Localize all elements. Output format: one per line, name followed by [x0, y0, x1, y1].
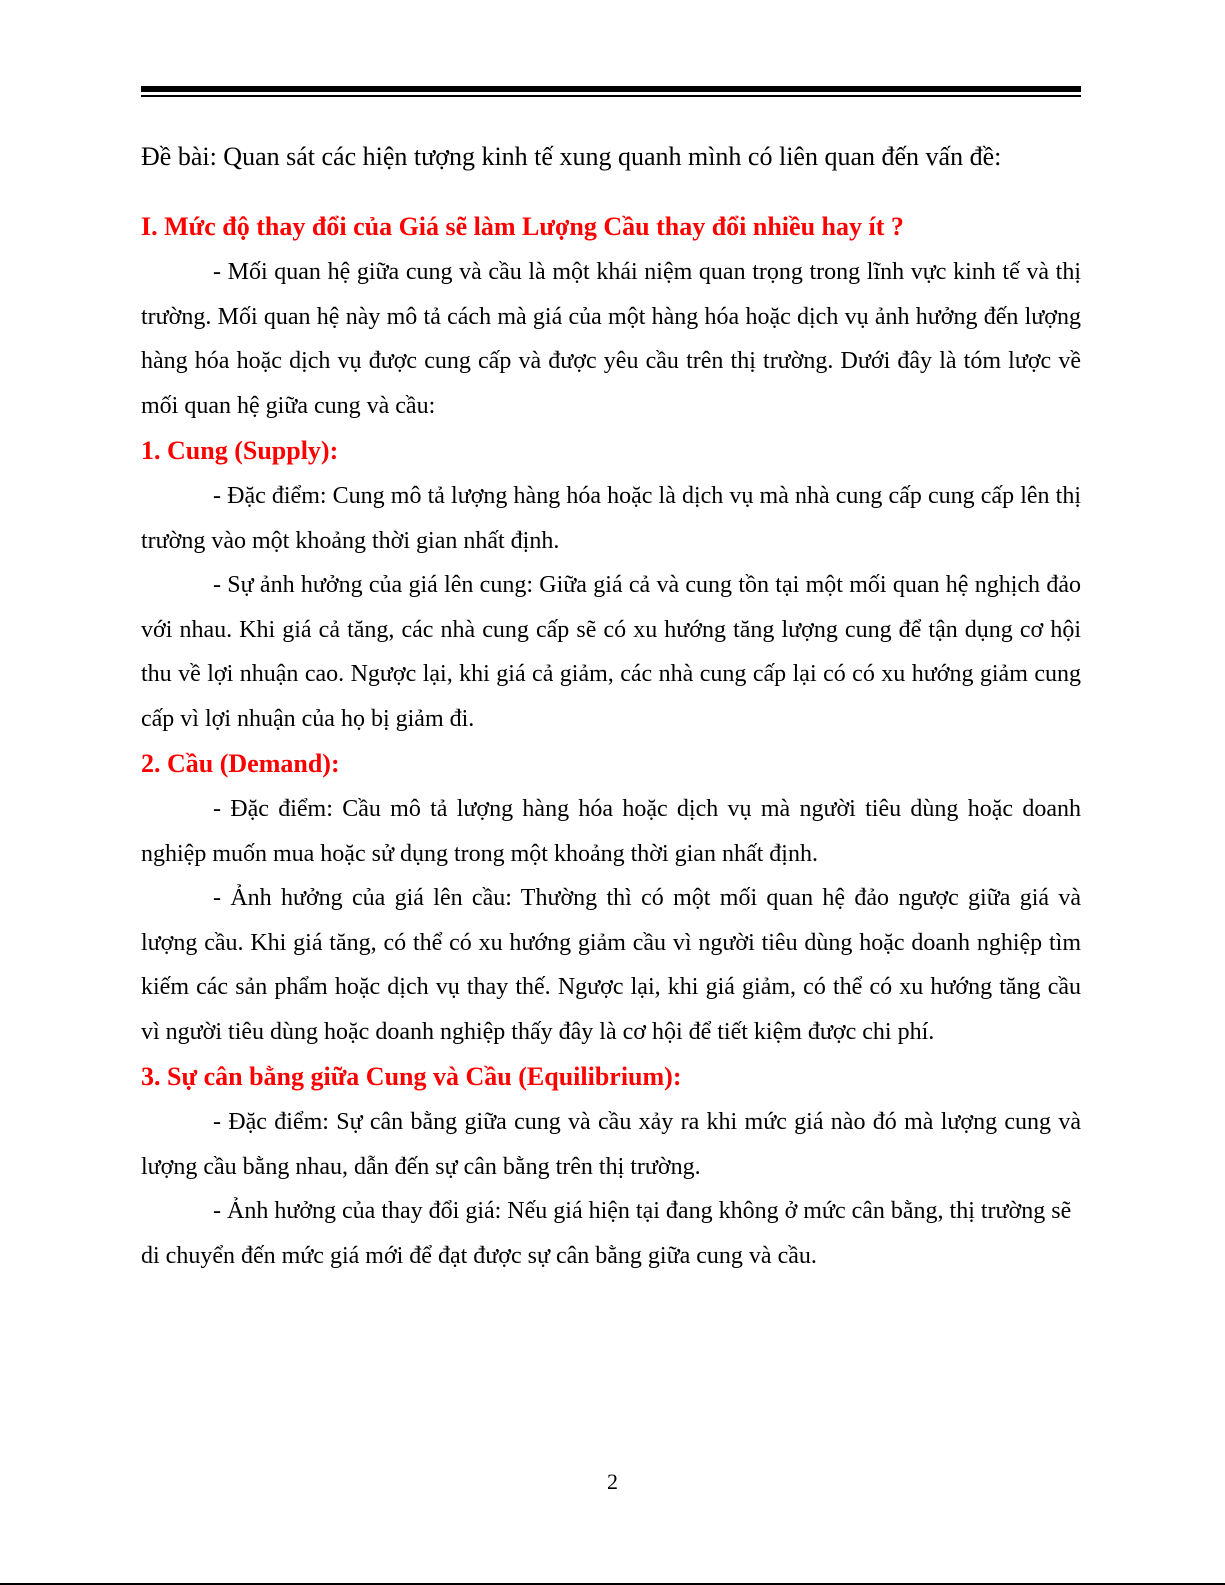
demand-heading: 2. Cầu (Demand):	[141, 749, 340, 778]
equilibrium-heading: 3. Sự cân bằng giữa Cung và Cầu (Equilibrium):	[141, 1062, 682, 1091]
equilibrium-price-change-paragraph: - Ảnh hưởng của thay đổi giá: Nếu giá hiện tại đang không ở mức cân bằng, thị trường sẽ di chuyển đến mức giá mới để đạt được sự cân bằng giữa cung và cầu.	[141, 1198, 1072, 1269]
document-body	[141, 132, 1081, 1278]
page-number: 2	[607, 1469, 618, 1494]
supply-price-effect-paragraph: - Sự ảnh hưởng của giá lên cung: Giữa giá cả và cung tồn tại một mối quan hệ nghịch đảo với nhau. Khi giá cả tăng, các nhà cung cấp sẽ có xu hướng tăng lượng cung để tận dụng cơ hội thu về lợi nhuận cao. Ngược lại, khi giá cả giảm, các nhà cung cấp lại có có xu hướng giảm cung cấp vì lợi nhuận của họ bị giảm đi.	[141, 572, 1081, 732]
demand-price-effect-paragraph: - Ảnh hưởng của giá lên cầu: Thường thì có một mối quan hệ đảo ngược giữa giá và lượng cầu. Khi giá tăng, có thể có xu hướng giảm cầu vì người tiêu dùng hoặc doanh nghiệp tìm kiếm các sản phẩm hoặc dịch vụ thay thế. Ngược lại, khi giá giảm, có thể có xu hướng tăng cầu vì người tiêu dùng hoặc doanh nghiệp thấy đây là cơ hội để tiết kiệm được chi phí.	[141, 885, 1081, 1045]
demand-definition-paragraph: - Đặc điểm: Cầu mô tả lượng hàng hóa hoặc dịch vụ mà người tiêu dùng hoặc doanh nghiệp muốn mua hoặc sử dụng trong một khoảng thời gian nhất định.	[141, 796, 1081, 867]
section-title: I. Mức độ thay đổi của Giá sẽ làm Lượng Cầu thay đổi nhiều hay ít ?	[141, 212, 904, 241]
header-rule-thick	[141, 86, 1081, 92]
supply-definition-paragraph: - Đặc điểm: Cung mô tả lượng hàng hóa hoặc là dịch vụ mà nhà cung cấp cung cấp lên thị trường vào một khoảng thời gian nhất định.	[141, 483, 1081, 554]
assignment-prompt: Đề bài: Quan sát các hiện tượng kinh tế xung quanh mình có liên quan đến vấn đề:	[141, 142, 1002, 171]
section-intro-paragraph: - Mối quan hệ giữa cung và cầu là một khái niệm quan trọng trong lĩnh vực kinh tế và thị trường. Mối quan hệ này mô tả cách mà giá của một hàng hóa hoặc dịch vụ ảnh hưởng đến lượng hàng hóa hoặc dịch vụ được cung cấp và được yêu cầu trên thị trường. Dưới đây là tóm lược về mối quan hệ giữa cung và cầu:	[141, 259, 1081, 419]
supply-heading: 1. Cung (Supply):	[141, 436, 339, 465]
header-rule-thin	[141, 95, 1081, 97]
equilibrium-definition-paragraph: - Đặc điểm: Sự cân bằng giữa cung và cầu xảy ra khi mức giá nào đó mà lượng cung và lượng cầu bằng nhau, dẫn đến sự cân bằng trên thị trường.	[141, 1109, 1081, 1180]
